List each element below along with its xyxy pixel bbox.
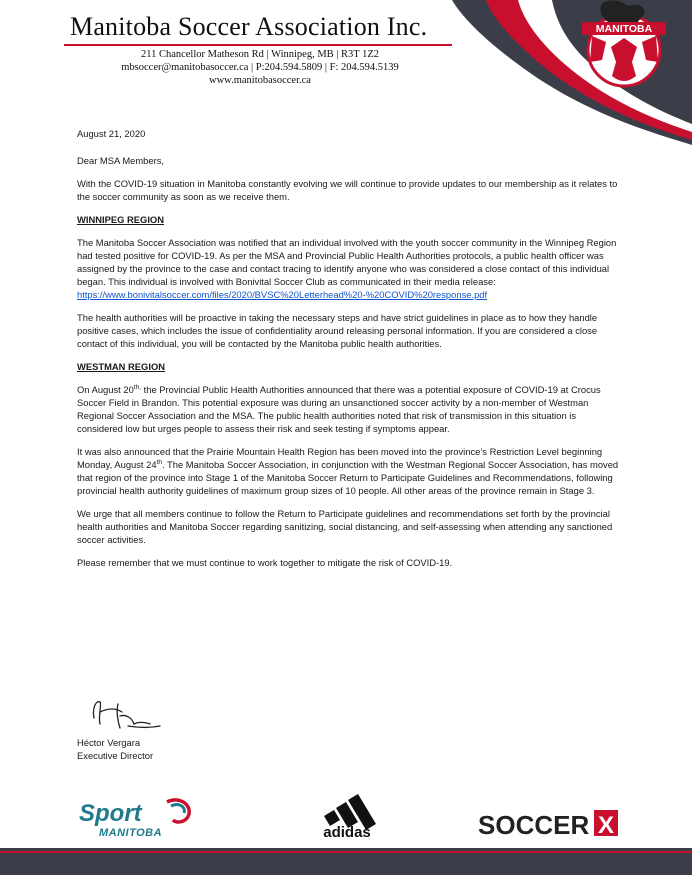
westman-paragraph-2 — [77, 445, 623, 497]
westman-p1-superscript: th, — [133, 383, 142, 391]
intro-paragraph: With the COVID-19 situation in Manitoba constantly evolving we will continue to provide updates to our membership as it relates to the soccer community as soon as we receive them. — [77, 178, 618, 202]
contact-block — [64, 48, 456, 87]
westman-p2-superscript: th — [156, 458, 162, 466]
signer-name: Héctor Vergara — [77, 737, 141, 748]
soccerx-wordmark: SOCCER — [478, 810, 590, 838]
adidas-wordmark: adidas — [323, 824, 371, 838]
winnipeg-paragraph-1-text: The Manitoba Soccer Association was notified that an individual involved with the youth soccer community in the Winnipeg Region had tested positive for COVID-19. As per the MSA and Provincial Public Health Authorities protocols, a public health officer was assigned by the province to the case and contact tracing to identify anyone who was considered a close contact of this individual began. This individual is involved with Bonivital Soccer Club as communicated in their media release: — [77, 237, 617, 287]
contact-line: mbsoccer@manitobasoccer.ca | P:204.594.5809 | F: 204.594.5139 — [121, 62, 399, 73]
signer-title: Executive Director — [77, 750, 154, 761]
signer-block — [77, 736, 153, 762]
soccerx-logo — [478, 808, 620, 838]
sport-wordmark: Sport — [79, 800, 142, 827]
adidas-logo — [310, 790, 384, 838]
westman-p1-start: On August 20 — [77, 384, 134, 395]
website-line: www.manitobasoccer.ca — [209, 75, 311, 86]
westman-heading: WESTMAN REGION — [77, 361, 166, 372]
westman-paragraph-1 — [77, 383, 623, 435]
header-rule — [64, 44, 452, 46]
urge-paragraph: We urge that all members continue to follow the Return to Participate guidelines and recommendations set forth by the provincial health authorities and Manitoba Soccer regarding sanitizing, social distancing, and self-assessing when attending any sanctioned soccer activities. — [77, 508, 613, 545]
winnipeg-heading: WINNIPEG REGION — [77, 214, 164, 225]
letter-date: August 21, 2020 — [77, 128, 146, 139]
salutation: Dear MSA Members, — [77, 155, 165, 166]
logo-text: MANITOBA — [595, 23, 653, 35]
bonivital-release-link[interactable]: https://www.bonivitalsoccer.com/files/2020/BVSC%20Letterhead%20-%20COVID%20response.pdf — [77, 289, 488, 300]
soccerx-mark: X — [597, 812, 615, 838]
sport-manitoba-logo — [77, 794, 195, 840]
westman-p1-rest: the Provincial Public Health Authorities announced that there was a potential exposure of COVID-19 at Crocus Soccer Field in Brandon. This potential exposure was during an unsanctioned soccer activity by a non-member of Westman Regional Soccer Association and the MSA. The public health authorities noted that risk of transmission in this situation is considered low but urges people to assess their risk and seek testing if symptoms appear. — [77, 384, 601, 434]
organization-name: Manitoba Soccer Association Inc. — [70, 12, 428, 41]
winnipeg-paragraph-1 — [77, 236, 623, 301]
closing-paragraph: Please remember that we must continue to work together to mitigate the risk of COVID-19. — [77, 557, 453, 568]
letter-body — [77, 127, 623, 579]
winnipeg-paragraph-2: The health authorities will be proactive in taking the necessary steps and have strict guidelines in place as to how they handle positive cases, which includes the issue of confidentiality around releasing personal information. If you are considered a close contact of this individual, you will be contacted by the Manitoba public health authorities. — [77, 312, 598, 349]
address-line: 211 Chancellor Matheson Rd | Winnipeg, MB | R3T 1Z2 — [140, 49, 380, 60]
msa-logo — [562, 0, 686, 88]
signature-image — [88, 696, 168, 734]
westman-p2-start: It was also announced that the Prairie Mountain Health Region has been moved into the province’s Restriction Level beginning Monday, August 24 — [77, 446, 603, 470]
westman-p2-rest: . The Manitoba Soccer Association, in conjunction with the Westman Regional Soccer Association, has moved that region of the province into Stage 1 of the Manitoba Soccer Return to Participate Guidelines and Recommendations, following provincial health authority guidelines of maximum group sizes of 10 people. All other areas of the province remain in Stage 3. — [77, 459, 619, 496]
sport-manitoba-subtext: MANITOBA — [99, 827, 163, 839]
footer-accent-line — [0, 851, 692, 853]
